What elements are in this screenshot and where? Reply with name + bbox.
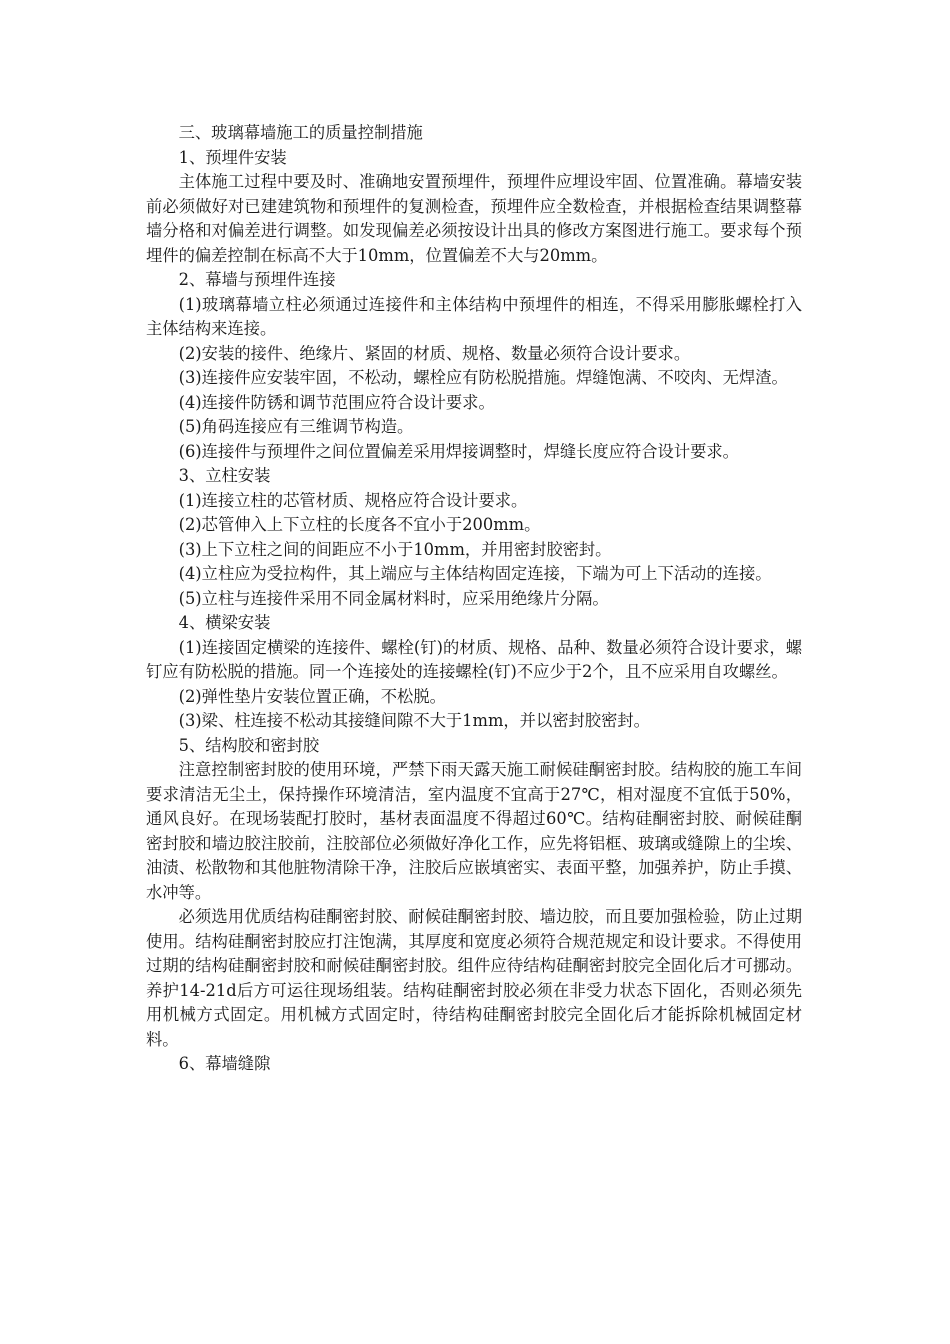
paragraph: (1)连接固定横梁的连接件、螺栓(钉)的材质、规格、品种、数量必须符合设计要求，螺钉应有防松脱的措施。同一个连接处的连接螺栓(钉)不应少于2个，且不应采用自攻螺丝。 — [146, 637, 802, 681]
paragraph: 必须选用优质结构硅酮密封胶、耐候硅酮密封胶、墙边胶，而且要加强检验，防止过期使用。结构硅酮密封胶应打注饱满，其厚度和宽度必须符合规范规定和设计要求。不得使用过期的结构硅酮密封胶和耐候硅酮密封胶。组件应待结构硅酮密封胶完全固化后才可挪动。养护14-21d后方可运往现场组装。结构硅酮密封胶必须在非受力状态下固化，否则必须先用机械方式固定。用机械方式固定时，待结构硅酮密封胶完全固化后才能拆除机械固定材料。 — [146, 907, 802, 1049]
section-heading-embedded-parts: 1、预埋件安装 — [178, 147, 287, 167]
document-page — [146, 121, 802, 1077]
paragraph: (2)安装的接件、绝缘片、紧固的材质、规格、数量必须符合设计要求。 — [178, 343, 691, 363]
paragraph: (3)梁、柱连接不松动其接缝间隙不大于1mm，并以密封胶密封。 — [178, 711, 650, 730]
paragraph: (1)玻璃幕墙立柱必须通过连接件和主体结构中预埋件的相连，不得采用膨胀螺栓打入主体结构来连接。 — [146, 294, 802, 338]
paragraph: (5)角码连接应有三维调节构造。 — [178, 417, 414, 436]
section-heading-gaps: 6、幕墙缝隙 — [178, 1054, 271, 1073]
paragraph: (1)连接立柱的芯管材质、规格应符合设计要求。 — [178, 490, 528, 510]
paragraph: (5)立柱与连接件采用不同金属材料时，应采用绝缘片分隔。 — [178, 588, 609, 608]
paragraph: (2)芯管伸入上下立柱的长度各不宜小于200mm。 — [178, 515, 541, 534]
paragraph: (3)连接件应安装牢固，不松动，螺栓应有防松脱措施。焊缝饱满、不咬肉、无焊渣。 — [178, 368, 788, 387]
section-heading-transom: 4、横梁安装 — [178, 613, 271, 632]
paragraph: 注意控制密封胶的使用环境，严禁下雨天露天施工耐候硅酮密封胶。结构胶的施工车间要求清洁无尘土，保持操作环境清洁，室内温度不宜高于27℃，相对湿度不宜低于50%，通风良好。在现场装配打胶时，基材表面温度不得超过60℃。结构硅酮密封胶、耐候硅酮密封胶和墙边胶注胶前，注胶部位必须做好净化工作，应先将铝框、玻璃或缝隙上的尘埃、油渍、松散物和其他脏物清除干净，注胶后应嵌填密实、表面平整，加强养护，防止手摸、水冲等。 — [146, 760, 802, 902]
paragraph: (4)立柱应为受拉构件，其上端应与主体结构固定连接，下端为可上下活动的连接。 — [178, 564, 772, 583]
section-heading-sealant: 5、结构胶和密封胶 — [178, 735, 320, 755]
paragraph: (4)连接件防锈和调节范围应符合设计要求。 — [178, 392, 495, 412]
document-title: 三、玻璃幕墙施工的质量控制措施 — [178, 123, 423, 142]
section-heading-mullion: 3、立柱安装 — [178, 466, 271, 485]
paragraph: (2)弹性垫片安装位置正确，不松脱。 — [178, 686, 446, 706]
paragraph: (6)连接件与预埋件之间位置偏差采用焊接调整时，焊缝长度应符合设计要求。 — [178, 441, 739, 461]
section-heading-connection: 2、幕墙与预埋件连接 — [178, 270, 336, 289]
paragraph: 主体施工过程中要及时、准确地安置预埋件，预埋件应埋设牢固、位置准确。幕墙安装前必须做好对已建建筑物和预埋件的复测检查，预埋件应全数检查，并根据检查结果调整幕墙分格和对偏差进行调整。如发现偏差必须按设计出具的修改方案图进行施工。要求每个预埋件的偏差控制在标高不大于10mm，位置偏差不大与20mm。 — [146, 172, 802, 265]
paragraph: (3)上下立柱之间的间距应不小于10mm，并用密封胶密封。 — [178, 539, 612, 559]
